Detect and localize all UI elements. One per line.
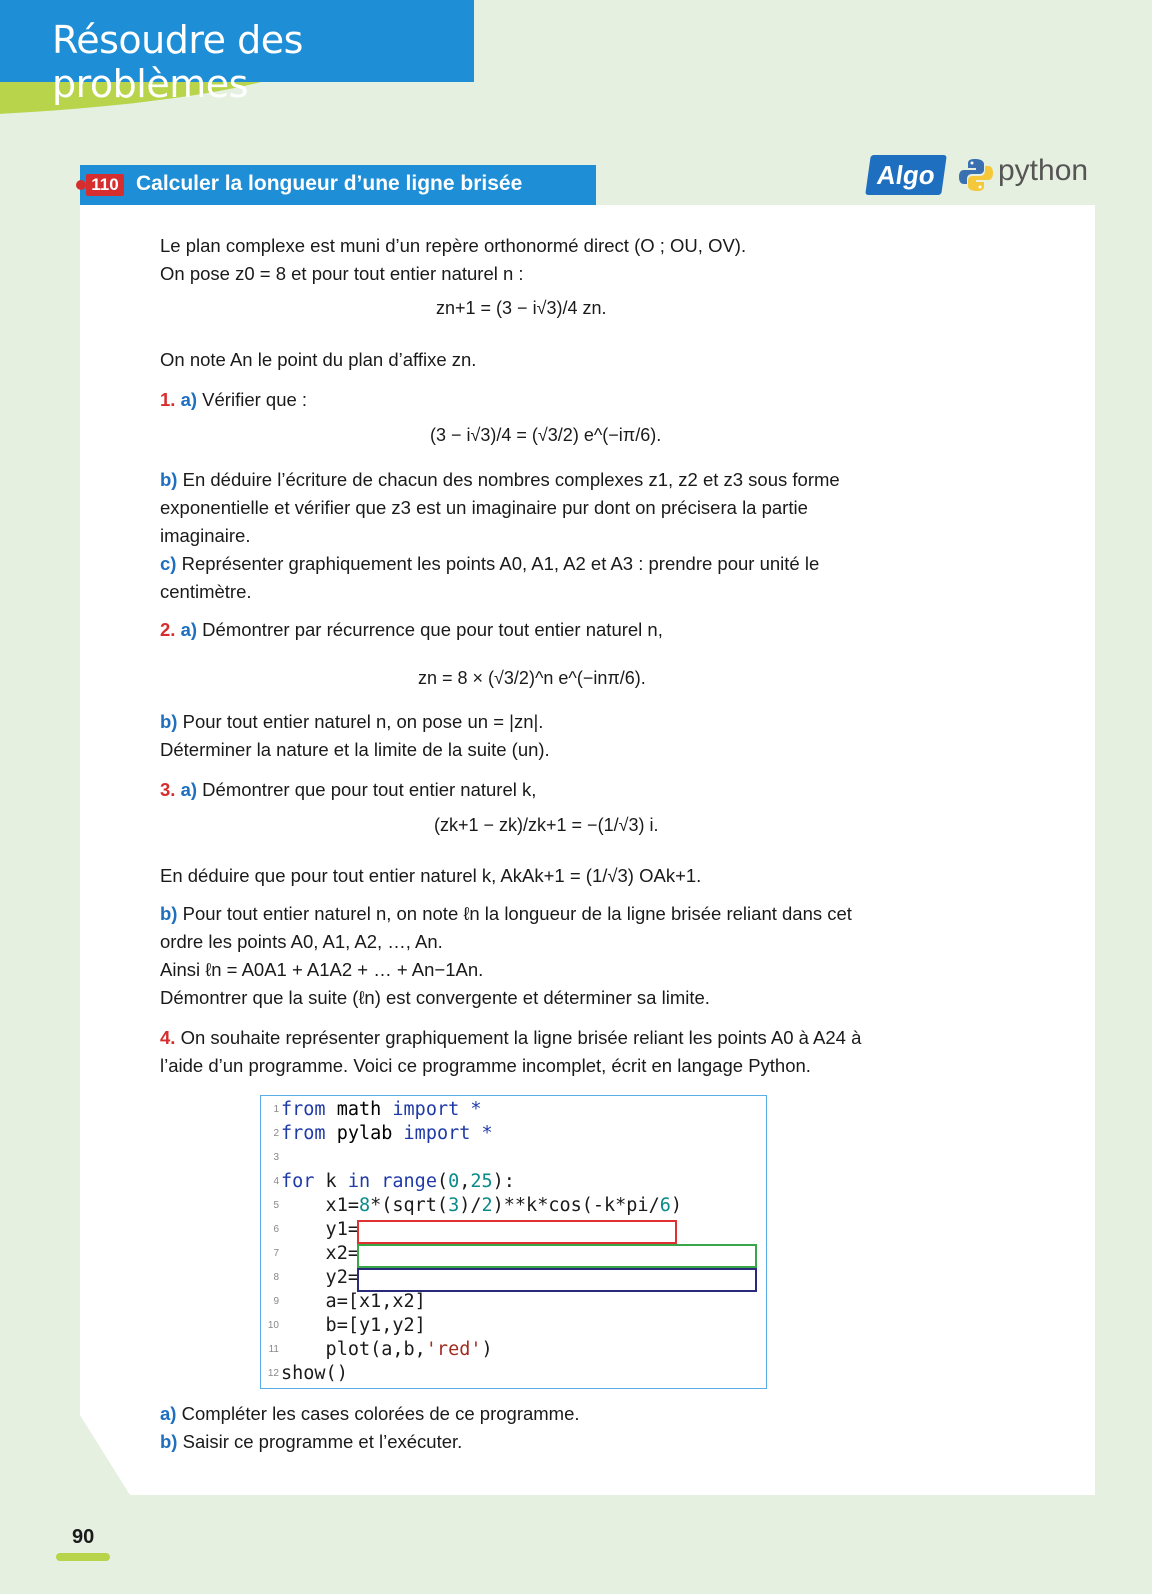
intro-line-3: On note An le point du plan d’affixe zn. — [160, 349, 477, 370]
q3b-text-3: Démontrer que la suite (ℓn) est convergente et déterminer sa limite. — [160, 987, 710, 1008]
q2a-label: a) — [180, 619, 198, 640]
page-number-underline — [56, 1553, 110, 1561]
question-4 — [160, 1024, 875, 1080]
q4b-label: b) — [160, 1431, 178, 1452]
q3a-formula: (zk+1 − zk)/zk+1 = −(1/√3) i. — [434, 815, 659, 835]
q1b-text: En déduire l’écriture de chacun des nombres complexes z1, z2 et z3 sous forme exponentielle et vérifier que z3 est un imaginaire pur dont on précisera la partie imaginaire. — [160, 469, 840, 546]
q3b-label: b) — [160, 903, 178, 924]
q3a-text: Démontrer que pour tout entier naturel k, — [202, 779, 537, 800]
question-1b — [160, 466, 875, 606]
question-4-tasks — [160, 1400, 875, 1456]
question-2a — [160, 616, 875, 644]
q2-number: 2. — [160, 619, 176, 640]
exercise-number: 110 — [86, 174, 124, 196]
question-3a-2 — [160, 862, 875, 890]
q3a-label: a) — [180, 779, 198, 800]
question-2b — [160, 708, 875, 764]
question-3a — [160, 776, 875, 804]
q1a-text: Vérifier que : — [202, 389, 308, 410]
intro-text — [160, 232, 875, 288]
page-number: 90 — [72, 1526, 95, 1548]
q3a-text-2: En déduire que pour tout entier naturel k, AkAk+1 = (1/√3) OAk+1. — [160, 865, 702, 886]
q1b-label: b) — [160, 469, 178, 490]
q4a-label: a) — [160, 1403, 177, 1424]
x2-answer-box[interactable] — [357, 1244, 757, 1268]
q1c-text: Représenter graphiquement les points A0, A1, A2 et A3 : prendre pour unité le centimètre. — [160, 553, 820, 602]
python-code-block: 1 from math import * 2 from pylab import * 3 4 for k in range(0,25): 5 x1=8*(sqrt(3)/2)**k*cos(-k*pi/6) 6 y1= 7 x2= 8 y2= 9 a=[x1,x2] 10 b=[y1,y2] 11 plot(a,b,'red') 12 show() — [260, 1095, 767, 1389]
q2a-text: Démontrer par récurrence que pour tout entier naturel n, — [202, 619, 663, 640]
q4b-text: Saisir ce programme et l’exécuter. — [182, 1431, 463, 1452]
header-banner — [0, 0, 474, 106]
algo-badge: Algo — [865, 155, 947, 195]
q2b-text-1: Pour tout entier naturel n, on pose un = |zn|. — [182, 711, 544, 732]
q4-number: 4. — [160, 1027, 176, 1048]
q1c-label: c) — [160, 553, 177, 574]
exercise-title: Calculer la longueur d’une ligne brisée — [136, 172, 523, 195]
q3-number: 3. — [160, 779, 176, 800]
q2a-formula: zn = 8 × (√3/2)^n e^(−inπ/6). — [418, 668, 646, 688]
intro-line-1: Le plan complexe est muni d’un repère orthonormé direct (O ; OU, OV). — [160, 235, 747, 256]
question-3b — [160, 900, 875, 1012]
q1a-label: a) — [180, 389, 198, 410]
q4a-text: Compléter les cases colorées de ce programme. — [181, 1403, 580, 1424]
intro-text-2 — [160, 346, 875, 374]
q3b-text-1: Pour tout entier naturel n, on note ℓn la longueur de la ligne brisée reliant dans cet ordre les points A0, A1, A2, …, An. — [160, 903, 852, 952]
python-wordmark: python — [998, 154, 1089, 187]
question-1a — [160, 386, 875, 414]
q2b-label: b) — [160, 711, 178, 732]
q1a-formula: (3 − i√3)/4 = (√3/2) e^(−iπ/6). — [430, 425, 662, 445]
q1-number: 1. — [160, 389, 176, 410]
y2-answer-box[interactable] — [357, 1268, 757, 1292]
exercise-dot-icon — [76, 180, 86, 190]
q3b-text-2: Ainsi ℓn = A0A1 + A1A2 + … + An−1An. — [160, 959, 484, 980]
q2b-text-2: Déterminer la nature et la limite de la suite (un). — [160, 739, 550, 760]
recurrence-formula: zn+1 = (3 − i√3)/4 zn. — [436, 298, 607, 318]
y1-answer-box[interactable] — [357, 1220, 677, 1244]
q4-text: On souhaite représenter graphiquement la ligne brisée reliant les points A0 à A24 à l’aide d’un programme. Voici ce programme incomplet, écrit en langage Python. — [160, 1027, 862, 1076]
page-title: Résoudre des problèmes — [52, 18, 303, 106]
intro-line-2: On pose z0 = 8 et pour tout entier naturel n : — [160, 263, 524, 284]
python-logo-icon — [958, 157, 994, 193]
